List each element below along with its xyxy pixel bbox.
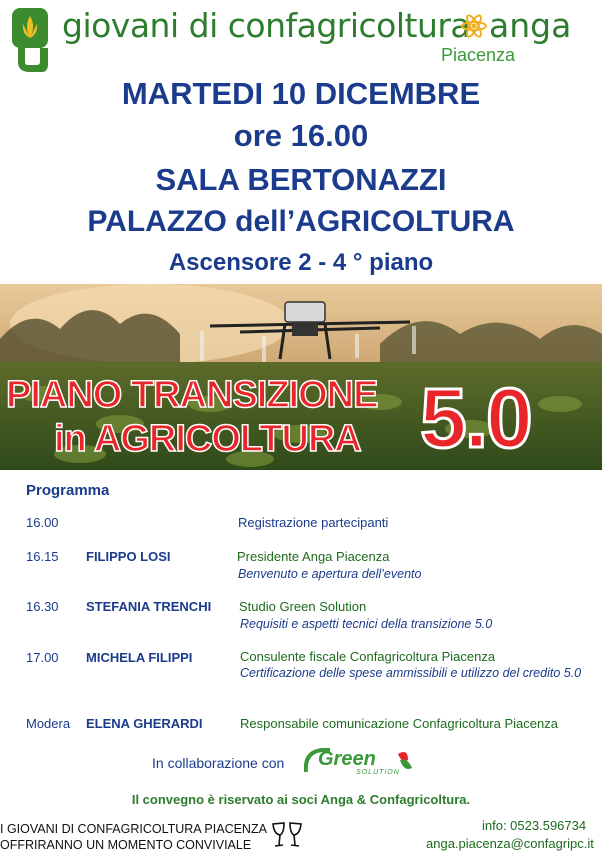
city-name: Piacenza — [441, 45, 516, 65]
reserved-note: Il convegno è riservato ai soci Anga & Confagricoltura. — [131, 792, 471, 807]
event-floor: Ascensore 2 - 4 ° piano — [168, 249, 434, 276]
event-date: MARTEDI 10 DICEMBRE — [121, 76, 481, 111]
green-logo-word: Green — [318, 748, 376, 770]
title-line-1: PIANO TRANSIZIONE — [6, 374, 378, 416]
speaker-name: FILIPPO LOSI — [86, 549, 171, 564]
program-role: Consulente fiscale Confagricoltura Piacenza — [240, 649, 496, 664]
wine-glasses-icon — [270, 818, 304, 850]
program-detail: Benvenuto e apertura dell’evento — [238, 567, 422, 581]
event-room: SALA BERTONAZZI — [155, 162, 447, 197]
program-role: Responsabile comunicazione Confagricoltura Piacenza — [240, 716, 558, 731]
green-logo-sub: SOLUTION — [356, 769, 400, 776]
event-time: ore 16.00 — [233, 118, 369, 153]
speaker-name: ELENA GHERARDI — [86, 716, 203, 731]
program-role: Studio Green Solution — [239, 599, 367, 614]
program-role: Presidente Anga Piacenza — [237, 549, 390, 564]
collab-text: In collaborazione con — [152, 755, 285, 771]
program-role: Registrazione partecipanti — [238, 515, 389, 530]
title-version: 5.0 — [420, 371, 531, 465]
program-detail: Requisiti e aspetti tecnici della transizione 5.0 — [240, 617, 493, 631]
footer-line-2: OFFRIRANNO UN MOMENTO CONVIVIALE — [0, 838, 252, 852]
footer-phone: info: 0523.596734 — [482, 818, 587, 833]
speaker-name: STEFANIA TRENCHI — [86, 599, 212, 614]
speaker-name: MICHELA FILIPPI — [86, 650, 193, 665]
program-detail: Certificazione delle spese ammissibili e utilizzo del credito 5.0 — [240, 666, 582, 680]
footer-email[interactable]: anga.piacenza@confagripc.it — [426, 836, 594, 851]
g-logo-icon — [12, 8, 52, 74]
program-time: 17.00 — [26, 650, 59, 665]
green-solution-logo — [304, 746, 414, 780]
title-line-2: in AGRICOLTURA — [54, 418, 361, 460]
program-heading: Programma — [26, 482, 110, 499]
program-time: 16.00 — [26, 515, 59, 530]
anga-name: anga — [489, 6, 572, 45]
moderator-label: Modera — [26, 716, 71, 731]
program-time: 16.30 — [26, 599, 59, 614]
footer-line-1: I GIOVANI DI CONFAGRICOLTURA PIACENZA — [0, 822, 267, 836]
event-building: PALAZZO dell’AGRICOLTURA — [87, 205, 515, 238]
program-time: 16.15 — [26, 549, 59, 564]
brand-name: giovani di confagricoltura — [62, 6, 471, 45]
anga-star-icon — [461, 13, 487, 39]
